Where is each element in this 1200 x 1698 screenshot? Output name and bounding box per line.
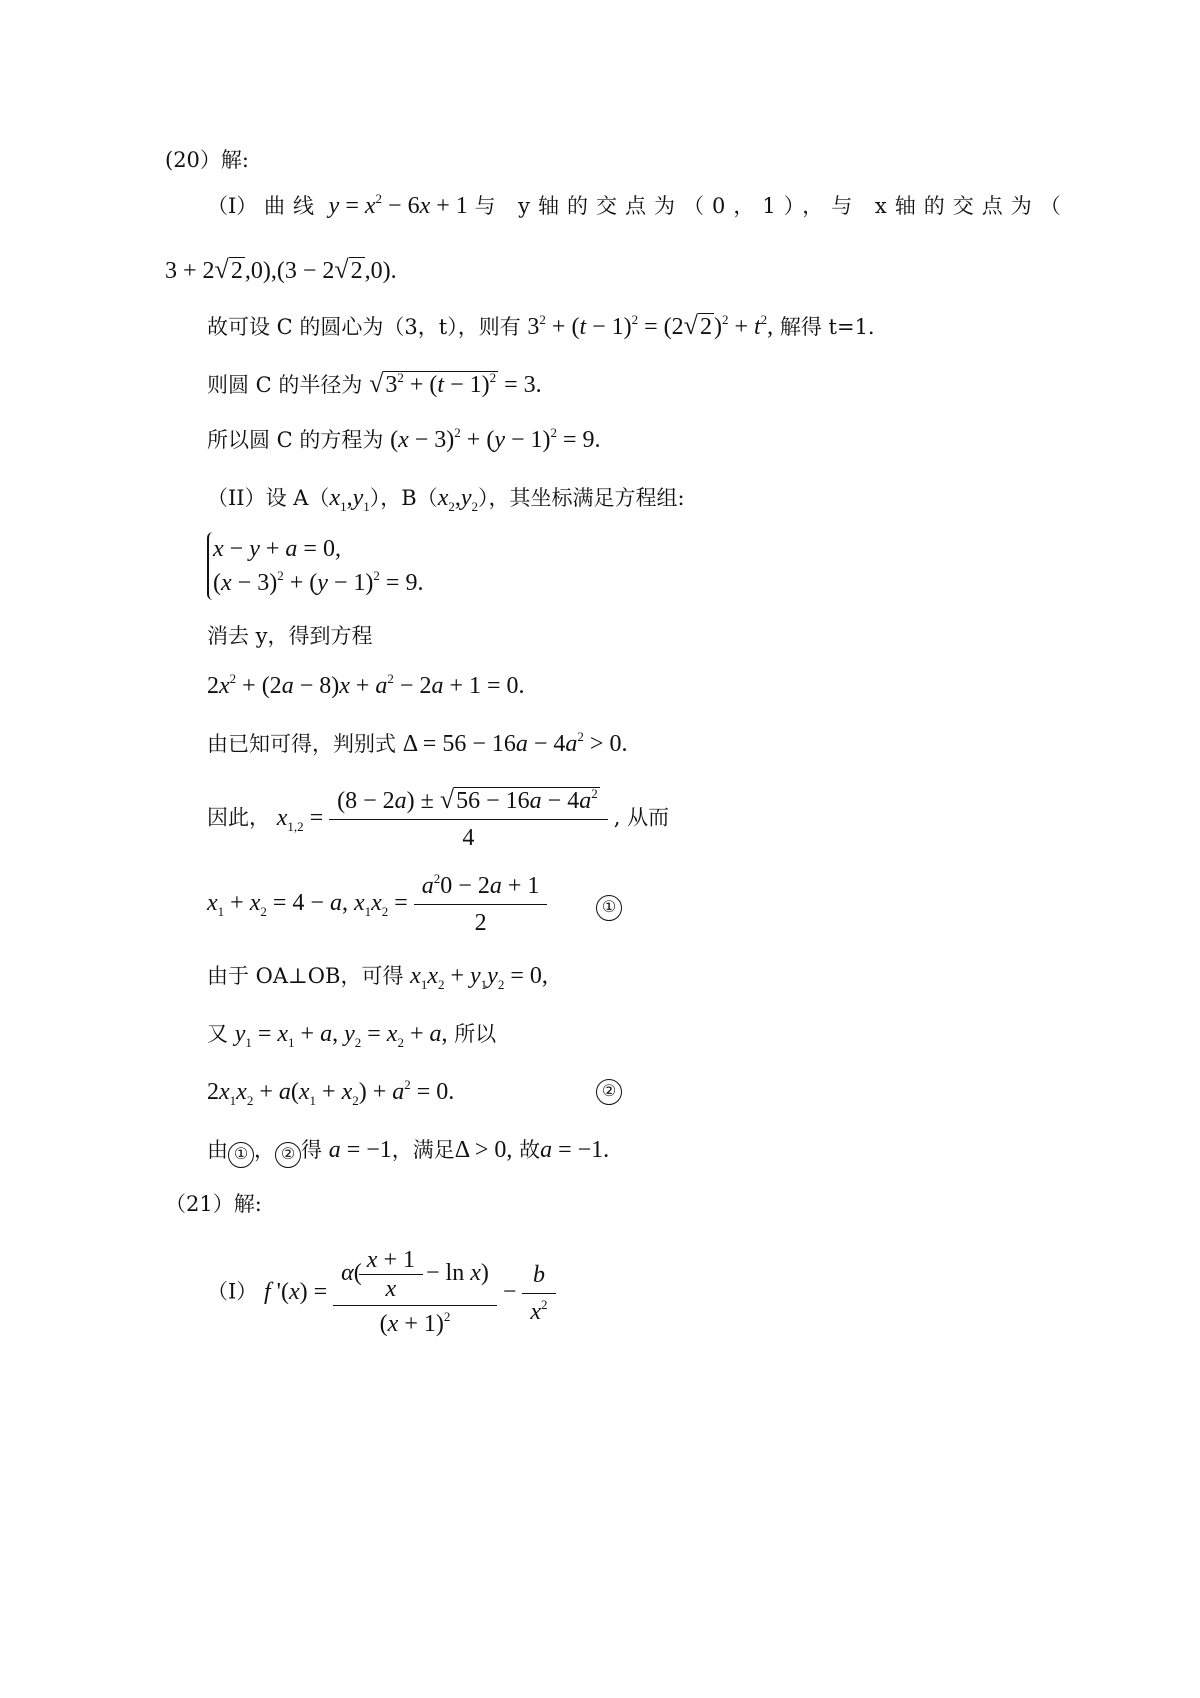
perp-equation: $x_1x_2 + y_1y_2 = 0$, xyxy=(410,963,548,992)
equation-text: 所以圆 C 的方程为 xyxy=(207,428,384,452)
derivative-main-fraction: α( $\frac{x + 1}{x}$ − ln x) $(x + 1)^2$ xyxy=(337,1248,493,1338)
also-text: 又 xyxy=(207,1022,228,1046)
radius-equation: $√3^2 + (t - 1)^2 = 3$. xyxy=(369,369,542,398)
result-prefix: 由 xyxy=(207,1138,228,1162)
quadratic-equation: $2x^2 + (2a - 8)x + a^2 - 2a + 1 = 0$. xyxy=(207,671,525,699)
part-1-line-1 xyxy=(207,192,1069,220)
circle-equation: $(x - 3)^2 + (y - 1)^2 = 9$. xyxy=(390,425,601,453)
derivative-b-fraction: $\frac{b}{x^2}$ xyxy=(526,1261,551,1326)
part-2-label: （II）设 A（ xyxy=(207,486,330,510)
result-line xyxy=(207,1136,609,1166)
substitution-line xyxy=(207,1020,496,1048)
equation-2: $2x_1x_2 + a(x_1 + x_2) + a^2 = 0$. xyxy=(207,1077,455,1108)
a-final: a = −1. xyxy=(540,1137,610,1163)
center-line xyxy=(207,312,875,341)
radius-line xyxy=(207,370,542,399)
part-2-intro xyxy=(207,484,685,512)
problem-21-heading: （21）解: xyxy=(165,1192,262,1216)
system-brace xyxy=(207,532,423,600)
result-circled-2: ② xyxy=(275,1142,301,1168)
roots-line xyxy=(207,786,669,852)
center-text: 故可设 C 的圆心为（3，t），则有 xyxy=(207,315,521,339)
roots-equation: $x_{1,2}$ = $\frac{(8 - 2a) \pm √56 - 16a - 4a^2}{4}$ xyxy=(277,805,614,831)
roots-fraction: $\frac{(8 - 2a) \pm √56 - 16a - 4a^2}{4}$ xyxy=(333,786,604,852)
derivative-equation: f '(x) = α( $\frac{x + 1}{x}$ − ln x) $(x + 1)^2$ − $\frac{b}{x^2}$ xyxy=(264,1279,556,1305)
part-2-tail: ），其坐标满足方程组: xyxy=(478,486,685,510)
result-mid-4: 故 xyxy=(519,1138,541,1162)
thus-text: , 从而 xyxy=(613,805,670,830)
x-intercepts-equation: 3 + 2√2,0),(3 − 2√2,0). xyxy=(165,255,397,284)
substitution-equation: $y_1 = x_1 + a$, $y_2 = x_2 + a$, xyxy=(234,1021,448,1050)
vieta-line xyxy=(207,872,547,937)
circle-equation-line xyxy=(207,426,601,454)
result-mid-2: 得 xyxy=(301,1138,322,1162)
perp-text: 由于 OA⊥OB，可得 xyxy=(207,964,404,988)
result-mid-3: ，满足 xyxy=(391,1138,455,1162)
result-circled-1: ① xyxy=(228,1142,254,1168)
eliminate-text: 消去 y，得到方程 xyxy=(207,624,373,648)
circled-number-2: ② xyxy=(596,1079,622,1105)
discriminant-equation: $\Delta = 56 - 16a - 4a^2 > 0$. xyxy=(402,729,628,757)
part-2-mid: ），B（ xyxy=(369,486,438,510)
radius-text: 则圆 C 的半径为 xyxy=(207,373,363,397)
a-value: a = −1 xyxy=(328,1137,392,1163)
center-tail: 解得 t=1. xyxy=(779,315,875,339)
therefore-text: 因此， xyxy=(207,805,270,830)
point-a-coords: $x_1,y_1$ xyxy=(329,485,370,514)
system-eq-2: $(x - 3)^2 + (y - 1)^2 = 9$. xyxy=(213,568,424,596)
product-fraction: $\frac{a^20 - 2a + 1}{2}$ xyxy=(418,872,544,937)
system-eq-1: x − y + a = 0, xyxy=(213,536,341,562)
part-1-text-intersections: 与 y轴的交点为（0，1），与 x轴的交点为（ xyxy=(474,194,1069,218)
perp-line xyxy=(207,962,548,990)
delta-condition: Δ > 0, xyxy=(454,1137,513,1163)
vieta-equation: $x_1 + x_2 = 4 - a$, $x_1x_2$ = $\frac{a^20 - 2a + 1}{2}$ xyxy=(207,890,547,916)
derivative-label: （I） xyxy=(207,1279,258,1304)
derivative-line xyxy=(207,1248,556,1338)
discriminant-text: 由已知可得，判别式 xyxy=(207,732,396,756)
point-b-coords: $x_2,y_2$ xyxy=(437,485,478,514)
curve-equation: $y = x^2 - 6x + 1$ xyxy=(328,191,468,219)
circled-number-1: ① xyxy=(596,895,622,921)
equation-system xyxy=(207,532,423,600)
center-equation: $3^2 + (t - 1)^2 = (2√2)^2 + t^2$, xyxy=(527,311,774,340)
so-text: 所以 xyxy=(454,1022,497,1046)
problem-20-heading: (20）解: xyxy=(165,148,249,172)
part-1-text-curve: 曲线 xyxy=(263,194,322,218)
discriminant-line xyxy=(207,730,627,758)
part-1-label: （I） xyxy=(207,194,258,218)
result-mid-1: ， xyxy=(254,1138,275,1162)
